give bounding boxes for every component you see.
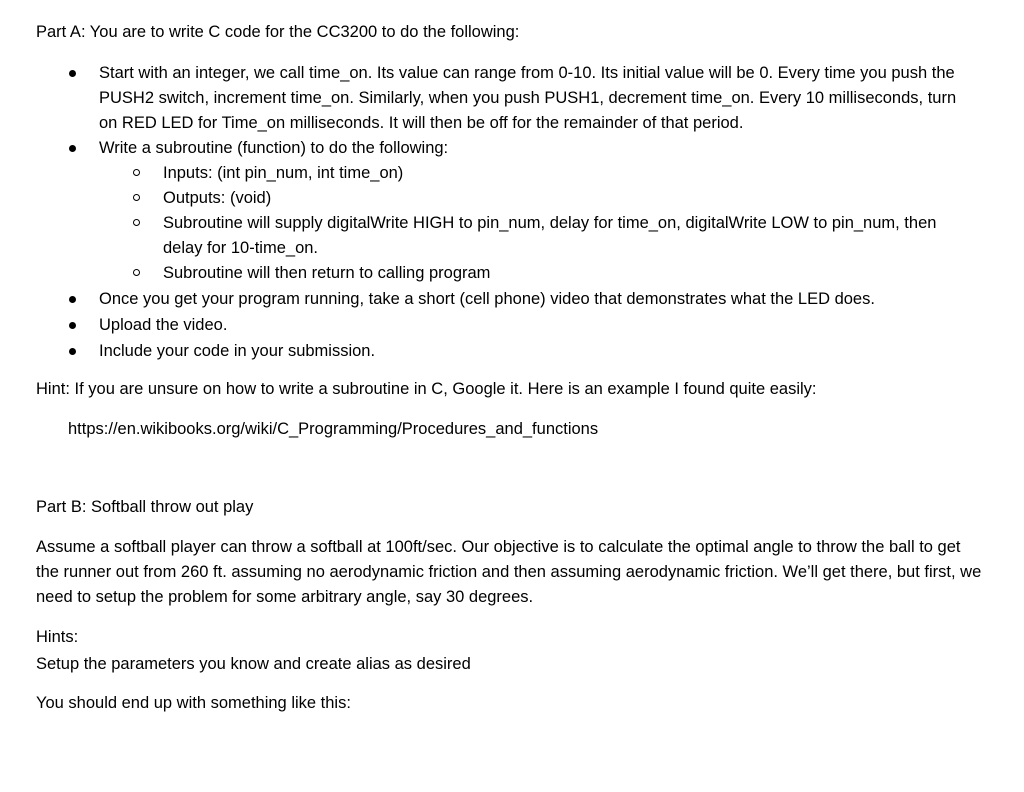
bullet-text-time-on: Start with an integer, we call time_on. Its value can range from 0-10. Its initial value will be 0. Every time you push the PUSH2 switch, increment time_on. Similarly, when you push PUSH1, decrement time_on. Every 10 milliseconds, turn on RED LED for Time_on milliseconds. It will then be off for the remainder of that period. xyxy=(99,64,957,132)
bullet-icon xyxy=(69,296,76,303)
bullet-icon xyxy=(69,145,76,152)
part-a-hint: Hint: If you are unsure on how to write a subroutine in C, Google it. Here is an example I found quite easily: xyxy=(36,380,817,398)
part-a-bullet-list xyxy=(0,61,1024,364)
list-item xyxy=(0,339,969,364)
part-a-heading: Part A: You are to write C code for the CC3200 to do the following: xyxy=(36,23,520,41)
sub-text-inputs: Inputs: (int pin_num, int time_on) xyxy=(163,164,404,182)
bullet-icon xyxy=(69,348,76,355)
sub-list-item xyxy=(0,186,973,211)
part-b-heading: Part B: Softball throw out play xyxy=(36,498,254,516)
bullet-icon xyxy=(69,322,76,329)
circle-bullet-icon xyxy=(133,269,140,276)
sub-text-return: Subroutine will then return to calling program xyxy=(163,264,491,282)
list-item xyxy=(0,287,969,312)
list-item xyxy=(0,136,969,161)
wikibooks-link[interactable]: https://en.wikibooks.org/wiki/C_Programming/Procedures_and_functions xyxy=(68,420,599,438)
part-b-closing: You should end up with something like this: xyxy=(36,694,351,712)
sub-list-item xyxy=(0,161,973,186)
sub-text-outputs: Outputs: (void) xyxy=(163,189,272,207)
bullet-icon xyxy=(69,70,76,77)
bullet-text-subroutine: Write a subroutine (function) to do the following: xyxy=(99,139,449,157)
part-b-hints-label: Hints: xyxy=(36,628,79,646)
bullet-text-code: Include your code in your submission. xyxy=(99,342,376,360)
circle-bullet-icon xyxy=(133,194,140,201)
sub-text-digitalwrite: Subroutine will supply digitalWrite HIGH to pin_num, delay for time_on, digitalWrite LOW to pin_num, then delay for 10-time_on. xyxy=(163,214,937,257)
sub-list-item xyxy=(0,261,973,286)
circle-bullet-icon xyxy=(133,219,140,226)
list-item xyxy=(0,313,969,338)
circle-bullet-icon xyxy=(133,169,140,176)
bullet-text-upload: Upload the video. xyxy=(99,316,228,334)
part-b-hints-text: Setup the parameters you know and create alias as desired xyxy=(36,655,471,673)
sub-list-item xyxy=(0,211,973,261)
list-item xyxy=(0,61,969,136)
bullet-text-video: Once you get your program running, take a short (cell phone) video that demonstrates what the LED does. xyxy=(99,290,875,308)
part-b-body: Assume a softball player can throw a softball at 100ft/sec. Our objective is to calculate the optimal angle to throw the ball to get the runner out from 260 ft. assuming no aerodynamic friction and then assuming aerodynamic friction. We’ll get there, but first, we need to setup the problem for some arbitrary angle, say 30 degrees. xyxy=(36,538,982,606)
